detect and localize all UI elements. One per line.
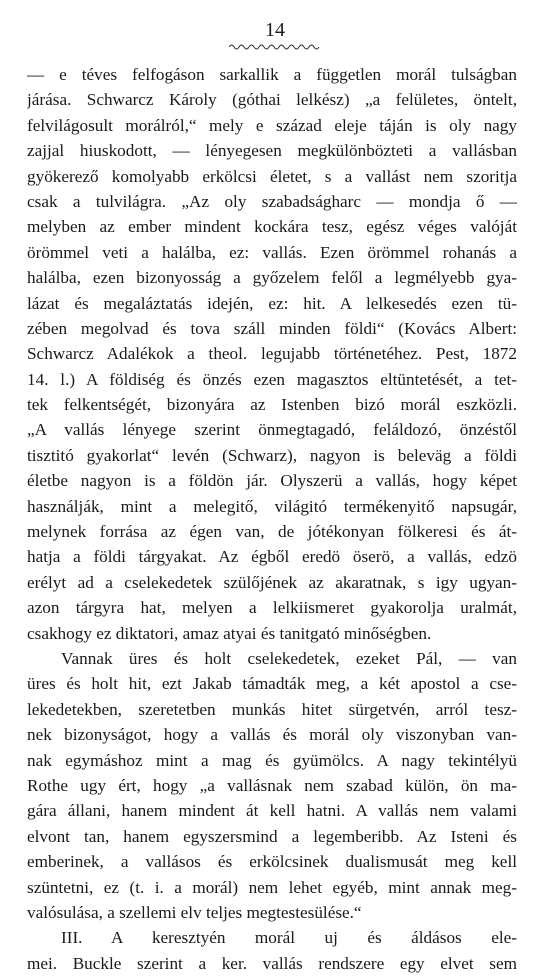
text-line: használják, mint a melegitő, világitó termékenyitő napsugár, [27,496,517,516]
text-line: gára állani, hanem mindent át kell hatni. A vallás nem valami [27,801,517,821]
page-number: 14 [265,19,285,41]
text-line: emberinek, a vallásos és erkölcsinek dualismusát meg kell [27,852,517,872]
text-line: valósulása, a szellemi elv teljes megtestesülése.“ [27,902,362,922]
text-line: zében megolvad és tova száll minden földi“ (Kovács Albert: [27,318,517,338]
text-line: mei. Buckle szerint a ker. vallás rendszere egy elvet sem [27,953,517,973]
text-line: csak a tulvilágra. „Az oly szabadságharc — mondja ő — [27,191,517,211]
text-line: szüntetni, ez (t. i. a morál) nem lehet egyéb, mint annak meg- [27,877,517,897]
text-line: nak egymáshoz mint a mag és gyümölcs. A nagy tekintélyü [27,750,517,770]
text-line: Rothe ugy ért, hogy „a vallásnak nem szabad külön, ön ma- [27,775,517,795]
text-line: felvilágosult morálról,“ mely e század eleje táján is oly nagy [27,115,517,135]
text-line: azon tárgyra hat, melyen a lelkiismeret gyakorolja uralmát, [27,598,517,618]
body-text [27,62,517,976]
text-line: zajjal hiuskodott, — lényegesen megkülönbözteti a vallásban [27,141,517,161]
text-line: életbe nagyon is a földön jár. Olyszerü a vallás, hogy képet [27,471,517,491]
text-line: csakhogy ez diktatori, amaz atyai és tanitgató minőségben. [27,623,432,643]
text-line: melynek forrása az égen van, de jótékonyan fölkeresi és át- [27,522,517,542]
text-line: gyökerező komolyabb erkölcsi életet, s a vallást nem szoritja [27,166,517,186]
text-line: III. A keresztyén morál uj és áldásos ele- [61,928,517,948]
text-line: hatja a földi tárgyakat. Az égből eredö öserö, a vallás, edzö [27,547,517,567]
text-line: lázat és megaláztatás idején, ez: hit. A lelkesedés ezen tü- [27,293,517,313]
text-line: halálba, ezen bizonyosság a győzelem felől a legmélyebb gya- [27,268,517,288]
text-line: „A vallás lényege szerint önmegtagadó, feláldozó, önzéstől [27,420,517,440]
text-line: 14. l.) A földiség és önzés ezen magasztos eltüntetését, a tet- [27,369,517,389]
text-line: — e téves felfogáson sarkallik a független morál tulságban [27,65,517,84]
text-line: tisztitó gyakorlat“ levén (Schwarz), nagyon is beleväg a földi [27,445,517,465]
text-line: nek bizonyságot, hogy a vallás és morál oly viszonyban van- [27,725,517,745]
text-line: járása. Schwarcz Károly (góthai lelkész) „a felületes, öntelt, [27,90,517,110]
text-line: elvont tan, hanem egyszersmind a legemberibb. Az Isteni és [27,826,517,846]
text-line: tek felkentségét, bizonyára az Istenben bizó morál eszközli. [27,395,517,415]
text-line: Schwarcz Adalékok a theol. legujabb történetéhez. Pest, 1872 [27,344,517,364]
text-line: lekedetekben, szeretetben munkás hitet sürgetvén, arról tesz- [27,699,517,719]
wavy-rule-ornament [229,43,321,51]
text-line: Vannak üres és holt cselekedetek, ezeket Pál, — van [61,648,517,668]
text-line: melyben az ember mindent kockára tesz, egész véges valóját [27,217,517,237]
text-line: erélyt ad a cselekedetek szülőjének az akaratnak, s igy ugyan- [27,572,517,592]
text-line: üres és holt hit, ezt Jakab támadták meg, a két apostol a cse- [27,674,517,694]
text-line: örömmel veti a halálba, ez: vallás. Ezen örömmel rohanás a [27,242,517,262]
